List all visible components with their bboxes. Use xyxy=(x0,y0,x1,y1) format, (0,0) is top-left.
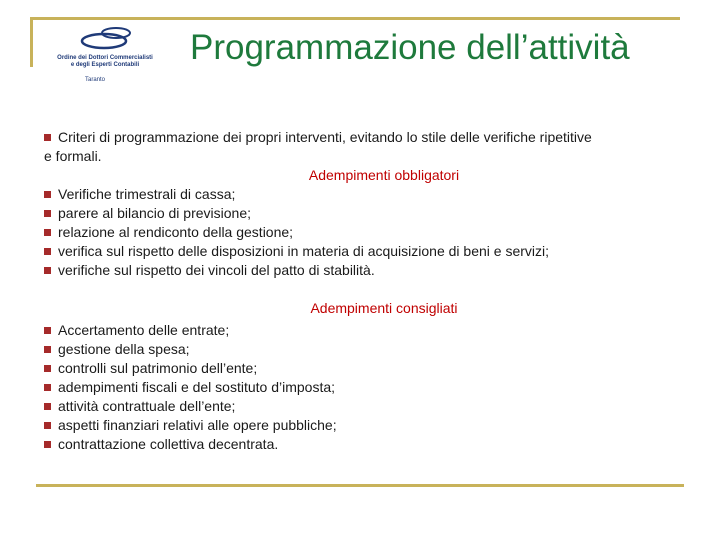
section-heading-obbligatori: Adempimenti obbligatori xyxy=(308,167,460,183)
intro-paragraph xyxy=(44,128,684,166)
bullet-icon xyxy=(44,248,51,255)
ring-logo-icon xyxy=(72,24,142,54)
logo-city: Taranto xyxy=(84,77,105,83)
bullet-icon xyxy=(44,441,51,448)
left-rule xyxy=(30,17,33,67)
list-item: adempimenti fiscali e del sostituto d’imposta; xyxy=(44,378,684,397)
section-heading-consigliati: Adempimenti consigliati xyxy=(310,300,458,316)
intro-tail: e formali. xyxy=(44,148,102,164)
list-item: Verifiche trimestrali di cassa; xyxy=(44,185,684,204)
bullet-icon xyxy=(44,267,51,274)
top-rule xyxy=(30,17,680,20)
list-item: relazione al rendiconto della gestione; xyxy=(44,223,684,242)
bullet-icon xyxy=(44,346,51,353)
list-item: controlli sul patrimonio dell’ente; xyxy=(44,359,684,378)
bullet-icon xyxy=(44,134,51,141)
list-item: aspetti finanziari relativi alle opere pubbliche; xyxy=(44,416,684,435)
page-title: Programmazione dell’attività xyxy=(190,28,630,67)
bullet-icon xyxy=(44,191,51,198)
bullet-icon xyxy=(44,384,51,391)
logo-org-line1: Ordine dei Dottori Commercialisti xyxy=(57,55,153,61)
list-consigliati xyxy=(44,321,684,454)
intro-text: Criteri di programmazione dei propri interventi, evitando lo stile delle verifiche ripetitive xyxy=(58,129,592,145)
slide-content xyxy=(44,128,684,454)
list-item: verifiche sul rispetto dei vincoli del patto di stabilità. xyxy=(44,261,684,280)
logo xyxy=(40,24,170,88)
list-item: verifica sul rispetto delle disposizioni in materia di acquisizione di beni e servizi; xyxy=(44,242,684,261)
bullet-icon xyxy=(44,210,51,217)
list-item: gestione della spesa; xyxy=(44,340,684,359)
bullet-icon xyxy=(44,229,51,236)
list-item: Accertamento delle entrate; xyxy=(44,321,684,340)
list-item: parere al bilancio di previsione; xyxy=(44,204,684,223)
bullet-icon xyxy=(44,422,51,429)
logo-org-name xyxy=(40,55,170,69)
logo-org-line2: e degli Esperti Contabili xyxy=(70,62,140,68)
bottom-rule xyxy=(36,484,684,487)
bullet-icon xyxy=(44,365,51,372)
list-obbligatori xyxy=(44,185,684,280)
list-item: contrattazione collettiva decentrata. xyxy=(44,435,684,454)
bullet-icon xyxy=(44,403,51,410)
bullet-icon xyxy=(44,327,51,334)
list-item: attività contrattuale dell’ente; xyxy=(44,397,684,416)
